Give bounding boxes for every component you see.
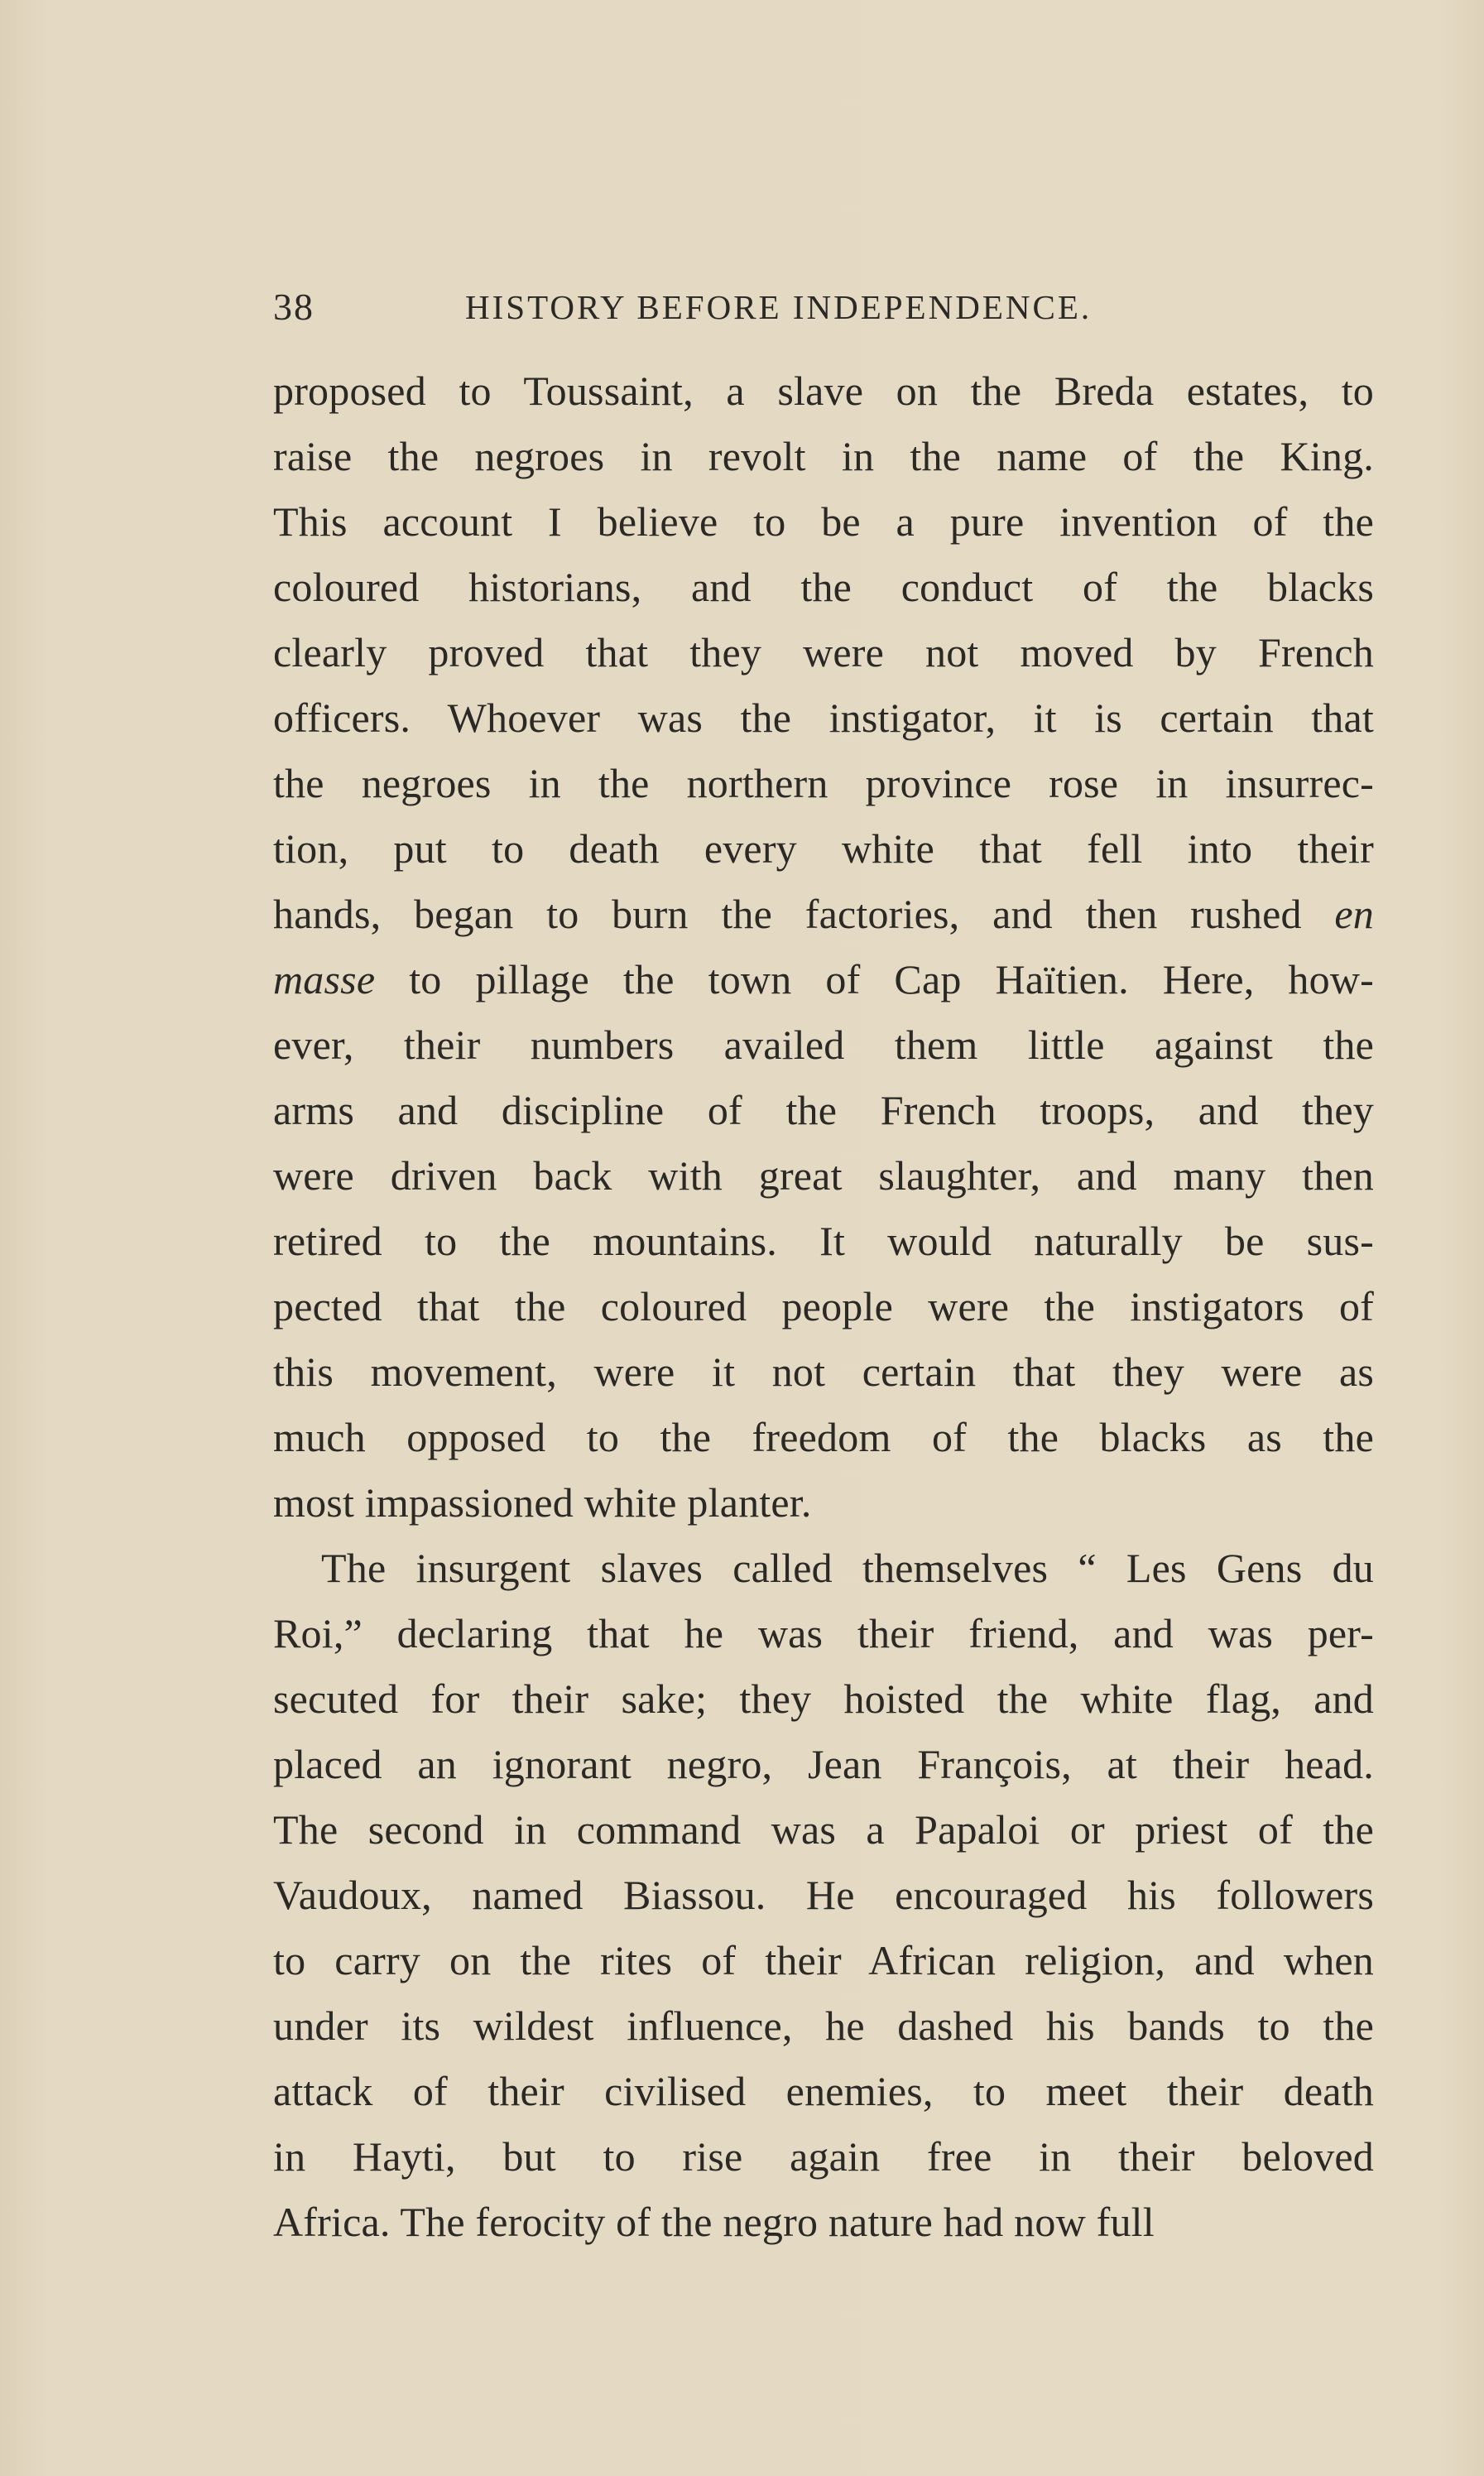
text-line: [273, 2124, 1374, 2190]
text-segment: this movement, were it not certain that they were as: [273, 1349, 1374, 1395]
text-segment: ever, their numbers availed them little against the: [273, 1022, 1374, 1068]
text-segment: attack of their civilised enemies, to meet their death: [273, 2068, 1374, 2114]
text-line: [273, 1405, 1374, 1470]
text-line: [273, 555, 1374, 620]
text-segment: coloured historians, and the conduct of the blacks: [273, 564, 1374, 610]
text-segment: pected that the coloured people were the instigators of: [273, 1283, 1374, 1329]
text-line: [273, 1143, 1374, 1209]
text-line: [273, 1470, 1374, 1536]
text-line: [273, 1666, 1374, 1732]
text-segment: were driven back with great slaughter, and many then: [273, 1152, 1374, 1199]
text-segment: officers. Whoever was the instigator, it is certain that: [273, 695, 1374, 741]
page-number: 38: [273, 286, 315, 328]
text-line: [273, 2059, 1374, 2124]
text-line: [273, 685, 1374, 751]
text-segment: Roi,” declaring that he was their friend, and was per-: [273, 1610, 1374, 1656]
text-line: [273, 1928, 1374, 1993]
text-line: [273, 1797, 1374, 1863]
text-segment: The second in command was a Papaloi or priest of the: [273, 1806, 1374, 1853]
text-segment: retired to the mountains. It would naturally be sus-: [273, 1218, 1374, 1264]
text-segment: to pillage the town of Cap Haïtien. Here, how-: [375, 956, 1374, 1002]
text-line: [273, 1732, 1374, 1797]
text-segment: the negroes in the northern province rose in insurrec-: [273, 760, 1374, 806]
text-line: [273, 489, 1374, 555]
body-text: [273, 358, 1374, 2255]
text-line: [273, 620, 1374, 685]
running-head: HISTORY BEFORE INDEPENDENCE.: [465, 288, 1093, 326]
text-line: [273, 1993, 1374, 2059]
text-line: [273, 1209, 1374, 1274]
text-line: [273, 1536, 1374, 1601]
text-segment: most impassioned white planter.: [273, 1479, 812, 1526]
italic-text: en: [1334, 891, 1374, 937]
text-line: [273, 816, 1374, 882]
text-line: [273, 1863, 1374, 1928]
text-segment: This account I believe to be a pure invention of the: [273, 498, 1374, 545]
text-line: [273, 1012, 1374, 1078]
text-segment: in Hayti, but to rise again free in their beloved: [273, 2133, 1374, 2180]
text-line: [273, 2190, 1374, 2255]
text-line: [273, 751, 1374, 816]
text-segment: placed an ignorant negro, Jean François, at their head.: [273, 1741, 1374, 1787]
page-header: [273, 285, 1382, 343]
text-segment: Vaudoux, named Biassou. He encouraged his followers: [273, 1872, 1374, 1918]
text-line: [273, 1274, 1374, 1339]
text-segment: The insurgent slaves called themselves “ Les Gens du: [321, 1545, 1374, 1591]
italic-text: masse: [273, 956, 376, 1002]
text-segment: clearly proved that they were not moved by French: [273, 629, 1374, 675]
text-line: [273, 358, 1374, 424]
text-line: [273, 882, 1374, 947]
text-segment: arms and discipline of the French troops, and they: [273, 1087, 1374, 1133]
text-segment: under its wildest influence, he dashed his bands to the: [273, 2002, 1374, 2049]
text-segment: to carry on the rites of their African religion, and when: [273, 1937, 1374, 1983]
text-segment: secuted for their sake; they hoisted the white flag, and: [273, 1676, 1374, 1722]
text-segment: hands, began to burn the factories, and then rushed: [273, 891, 1335, 937]
text-segment: much opposed to the freedom of the blacks as the: [273, 1414, 1374, 1460]
text-line: [273, 1601, 1374, 1666]
text-segment: raise the negroes in revolt in the name of the King.: [273, 433, 1374, 479]
text-segment: Africa. The ferocity of the negro nature had now full: [273, 2199, 1155, 2245]
text-segment: proposed to Toussaint, a slave on the Breda estates, to: [273, 368, 1374, 414]
text-line: [273, 947, 1374, 1012]
text-segment: tion, put to death every white that fell into their: [273, 825, 1374, 872]
text-line: [273, 1078, 1374, 1143]
text-line: [273, 424, 1374, 489]
text-line: [273, 1339, 1374, 1405]
